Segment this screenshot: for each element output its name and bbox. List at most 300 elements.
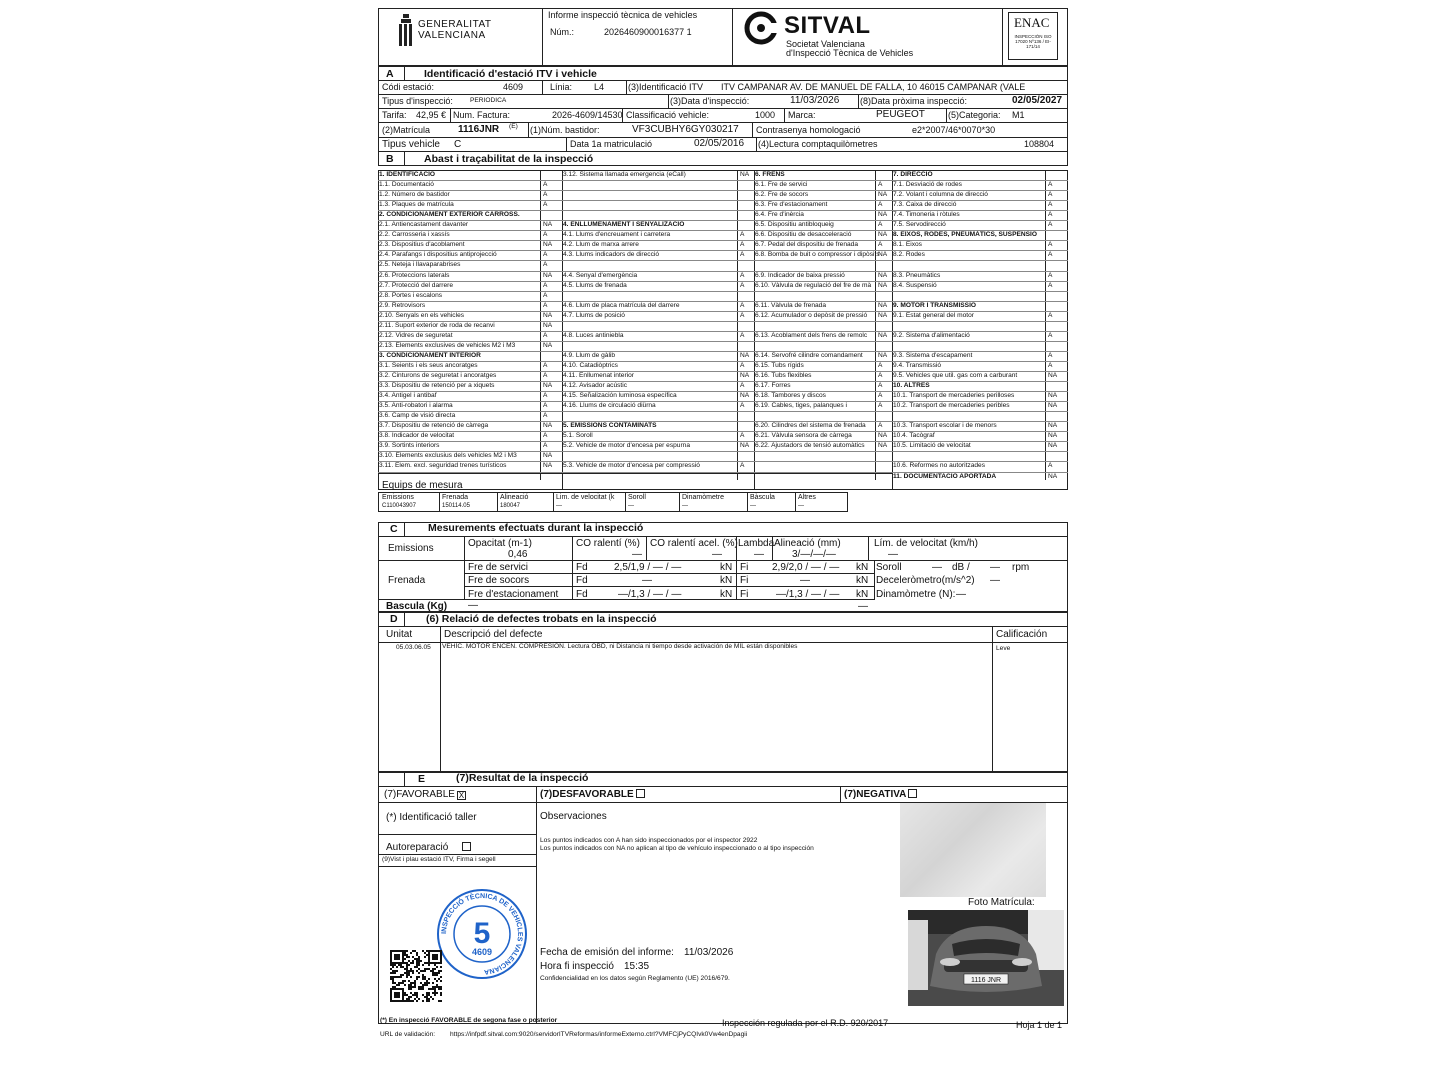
checklist-item-label: 2.2. Carrosseria i xassís xyxy=(379,231,450,239)
checklist-item-result: NA xyxy=(543,462,553,470)
checklist-item-label: 6.13. Acoblament dels frens de remolc xyxy=(755,331,868,339)
checklist-item-result: NA xyxy=(1048,442,1058,450)
equips-column-head: Soroll xyxy=(628,494,646,501)
footer-regulation: Inspección regulada por el R.D. 920/2017 xyxy=(722,1018,889,1028)
checklist-item-result: A xyxy=(1048,241,1053,249)
checklist-item-label: 1.1. Documentació xyxy=(379,181,434,189)
checklist-item-label: 6.19. Cables, tiges, palanques i xyxy=(755,402,848,410)
svg-text:INSPECCIÓ TÈCNICA DE VEHICLES: INSPECCIÓ TÈCNICA DE VEHICLES VALENCIANA xyxy=(440,892,524,976)
equips-column-value: — xyxy=(556,503,562,509)
checklist-item-result: A xyxy=(1048,271,1053,279)
checklist-item-label: 8.1. Eixos xyxy=(893,241,922,249)
checklist-item-result: A xyxy=(543,181,548,189)
checklist-item-label: 4.1. Llums d'encreuament i carretera xyxy=(563,231,671,239)
checklist-item-result: NA xyxy=(740,171,750,178)
checklist-item-result: NA xyxy=(543,241,553,249)
fre-estac-fi-label: Fi xyxy=(740,589,749,600)
checklist-item-result: A xyxy=(740,311,745,319)
checklist-item-label: 6.6. Dispositiu de desacceleració xyxy=(755,231,852,239)
checklist-item-label: 3.4. Antigel i antibaf xyxy=(379,392,437,400)
checklist-item-result: NA xyxy=(878,251,888,259)
unitat-label: Unitat xyxy=(386,629,413,640)
alineacio-label: Alineació (mm) xyxy=(774,538,841,549)
checklist-item-result: A xyxy=(543,261,548,269)
checklist-item-label: 2. CONDICIONAMENT EXTERIOR CARROSS. xyxy=(379,211,520,219)
checklist-item-label: 2.1. Antiencastament davanter xyxy=(379,221,469,229)
checklist-item-label: 2.6. Proteccions laterals xyxy=(379,271,450,279)
checklist-item-label: 5.1. Soroll xyxy=(563,432,593,440)
checklist-item-result: NA xyxy=(878,211,888,219)
co-acel-value: — xyxy=(712,549,722,560)
checklist-item-result: NA xyxy=(878,351,888,359)
matricula-label: (2)Matrícula xyxy=(382,125,431,135)
tipus-inspeccio-label: Tipus d'inspecció: xyxy=(382,96,453,106)
checklist-item-result: A xyxy=(1048,281,1053,289)
checklist-item xyxy=(892,473,1068,483)
checklist-item-result: NA xyxy=(543,321,553,329)
gva-name-line2: VALENCIANA xyxy=(418,30,486,41)
checklist-item-result: A xyxy=(543,201,548,209)
autoreparacio-checkbox xyxy=(462,842,471,851)
data-proxima-label: (8)Data pròxima inspecció: xyxy=(860,96,968,106)
homologacio-label: Contrasenya homologació xyxy=(756,125,861,135)
checklist-item-result: A xyxy=(543,231,548,239)
data-inspeccio-label: (3)Data d'inspecció: xyxy=(670,96,750,106)
checklist-item-result: A xyxy=(740,231,745,239)
gva-name-line1: GENERALITAT xyxy=(418,19,492,30)
section-d-letter: D xyxy=(390,613,398,625)
checklist-item-result: A xyxy=(878,361,883,369)
checklist-item-result: NA xyxy=(543,382,553,390)
checklist-item-label: 1. IDENTIFICACIÓ xyxy=(379,171,436,178)
tipus-inspeccio-value: PERIODICA xyxy=(470,97,507,104)
checklist-item-label: 10.4. Tacògraf xyxy=(893,432,935,440)
checklist-item-result: NA xyxy=(1048,372,1058,379)
checklist-item-label: 3.11. Elem. excl. seguridad trenes turísticos xyxy=(379,462,507,470)
checklist-item-result: NA xyxy=(878,281,888,289)
checklist-item-label: 9.1. Estat general del motor xyxy=(893,311,975,319)
equips-column-value: — xyxy=(798,503,804,509)
checklist-item-label: 6.2. Fre de socors xyxy=(755,191,809,199)
checklist-item-result: NA xyxy=(878,432,888,440)
linia-value: L4 xyxy=(594,82,605,92)
checklist-item-label: 7.3. Caixa de direcció xyxy=(893,201,957,209)
equips-column-head: Bàscula xyxy=(750,494,775,501)
lambda-label: Lambda xyxy=(738,538,775,549)
checklist-item-result: A xyxy=(740,241,745,249)
checklist-item-label: 4.11. Enllumenat interior xyxy=(563,372,634,379)
fre-socors-fi-unit: kN xyxy=(856,575,869,586)
equips-column-value: C110043907 xyxy=(382,503,416,509)
alineacio-value: 3/—/—/— xyxy=(792,549,836,560)
checklist-item-label: 2.7. Protecció del darrere xyxy=(379,281,454,289)
checklist-item-result: A xyxy=(740,462,745,470)
checklist-item-label: 1.3. Plaques de matrícula xyxy=(379,201,454,209)
bascula-label: Bascula (Kg) xyxy=(386,601,448,612)
enac-subtitle: INSPECCIÓN ISO 17020 Nº136 / EI-171/14 xyxy=(1014,34,1052,49)
checklist-item-label: 6.20. Cilindres del sistema de frenada xyxy=(755,422,866,430)
checklist-item-result: A xyxy=(543,372,548,379)
soroll-label: Soroll xyxy=(876,562,902,573)
defect-description: VEHÍC. MOTOR ENCEN. COMPRESIÓN. Lectura OBD, ni Distancia ni tiempo desde activación de MIL están disponibles xyxy=(442,643,798,650)
tarifa-label: Tarifa: xyxy=(382,110,407,120)
checklist-item-label: 3.6. Camp de visió directa xyxy=(379,412,456,420)
sitval-name: SITVAL xyxy=(784,12,871,39)
fre-servici-fi-unit: kN xyxy=(856,562,869,573)
factura-value: 2026-4609/14530 xyxy=(552,110,623,120)
fre-servici-fi-value: 2,9/2,0 / — / — xyxy=(772,562,840,573)
checklist-item-label: 5.3. Vehicle de motor d'encesa per compressió xyxy=(563,462,700,470)
checklist-item-label: 3.3. Dispositiu de retenció per a xiquets xyxy=(379,382,495,390)
fre-servici-fd-value: 2,5/1,9 / — / — xyxy=(614,562,682,573)
section-b-title: Abast i traçabilitat de la inspecció xyxy=(424,153,594,165)
validation-url-label: URL de validación: xyxy=(380,1031,436,1038)
equips-column-head: Frenada xyxy=(442,494,469,501)
checklist-item-result: A xyxy=(1048,311,1053,319)
taller-label: (*) Identificació taller xyxy=(386,812,477,823)
section-b-letter: B xyxy=(386,153,394,165)
bastidor-value: VF3CUBHY6GY030217 xyxy=(632,124,739,135)
checklist-item-label: 4. ENLLUMENAMENT I SENYALIZACIÓ xyxy=(563,221,685,229)
checklist-item-result: A xyxy=(878,201,883,209)
checklist-item-label: 2.11. Suport exterior de roda de recanvi xyxy=(379,321,495,329)
checklist-item-label: 6.11. Vàlvula de frenada xyxy=(755,301,826,309)
co-ralenti-value: — xyxy=(632,549,642,560)
checklist-item-label: 3.2. Cinturons de seguretat i ancoratges xyxy=(379,372,497,379)
checklist-item-result: NA xyxy=(878,331,888,339)
qr-code-icon xyxy=(390,950,442,1002)
tipus-vehicle-value: C xyxy=(454,139,462,150)
checklist-item-result: A xyxy=(543,301,548,309)
checklist-item-result: NA xyxy=(543,341,553,349)
checklist-item-label: 9.4. Transmissió xyxy=(893,361,942,369)
defect-calificacion: Leve xyxy=(996,645,1011,652)
checklist-item-result: A xyxy=(543,281,548,289)
checklist-item-label: 4.2. Llum de marxa arrere xyxy=(563,241,639,249)
section-a-letter: A xyxy=(386,68,394,80)
checklist-item-result: NA xyxy=(740,442,750,450)
checklist-item-result: A xyxy=(1048,211,1053,219)
equips-column-head: Dinamòmetre xyxy=(682,494,725,501)
observacions-label: Observaciones xyxy=(540,811,607,822)
checklist-item-result: A xyxy=(1048,361,1053,369)
checklist-item-result: NA xyxy=(543,221,553,229)
checklist-item-result: NA xyxy=(878,191,888,199)
section-c-title: Mesurements efectuats durant la inspecció xyxy=(428,522,644,534)
checklist-item-result: A xyxy=(878,241,883,249)
section-d-title: (6) Relació de defectes trobats en la inspecció xyxy=(426,613,657,625)
vist-i-plau-label: (9)Vist i plau estació ITV, Firma i segell xyxy=(382,856,496,863)
checklist-item-result: A xyxy=(878,221,883,229)
bascula-value-2: — xyxy=(858,601,868,612)
gva-logo-icon xyxy=(398,14,414,48)
checklist-item-label: 8.2. Rodes xyxy=(893,251,925,259)
checklist-item-label: 3.1. Seients i els seus ancoratges xyxy=(379,361,478,369)
checklist-item-label: 2.9. Retrovisors xyxy=(379,301,426,309)
fecha-emision-value: 11/03/2026 xyxy=(684,947,734,958)
checklist-item-label: 6.17. Forres xyxy=(755,382,791,390)
checklist-item-result: A xyxy=(543,412,548,420)
checklist-item-label: 3.7. Dispositiu de retenció de càrrega xyxy=(379,422,489,430)
tarifa-value: 42,95 € xyxy=(416,110,447,120)
checklist-item-label: 6.4. Fre d'inèrcia xyxy=(755,211,804,219)
co-ralenti-label: CO ralentí (%) xyxy=(576,538,640,549)
checklist-item-label: 6.8. Bomba de buit o compressor i dipòsits xyxy=(755,251,880,259)
checklist-item-label: 7.2. Volant i columna de direcció xyxy=(893,191,988,199)
categoria-label: (5)Categoria: xyxy=(948,110,1001,120)
checklist-item-label: 4.3. Llums indicadors de direcció xyxy=(563,251,660,259)
checklist-item-label: 4.5. Llums de frenada xyxy=(563,281,627,289)
checklist-item-label: 10.5. Limitació de velocitat xyxy=(893,442,971,450)
checklist-item-result: A xyxy=(878,382,883,390)
checklist-item-label: 3.12. Sistema llamada emergencia (eCall) xyxy=(563,171,686,178)
checklist-item-result: A xyxy=(878,392,883,400)
matricula-value: 1116JNR xyxy=(458,124,500,135)
equips-column-value: — xyxy=(750,503,756,509)
checklist-item-result: NA xyxy=(543,271,553,279)
svg-text:1116 JNR: 1116 JNR xyxy=(970,977,1002,984)
checklist-item-result: A xyxy=(1048,221,1053,229)
equips-column-value: — xyxy=(682,503,688,509)
checklist-item-label: 8.4. Suspensió xyxy=(893,281,937,289)
checklist-item-result: A xyxy=(740,271,745,279)
classificacio-label: Classificació vehicle: xyxy=(626,110,710,120)
checklist-item-result: A xyxy=(543,191,548,199)
defect-code: 05.03.06.05 xyxy=(396,644,431,651)
checklist-item-label: 6.9. Indicador de baixa pressió xyxy=(755,271,845,279)
checklist-item-result: NA xyxy=(1048,392,1058,400)
linia-label: Línia: xyxy=(550,82,573,92)
decelerometro-label: Deceleròmetro(m/s^2) xyxy=(876,575,975,586)
checklist-item-label: 4.12. Avisador acústic xyxy=(563,382,628,390)
desfavorable-checkbox xyxy=(636,789,645,798)
fre-estac-fi-unit: kN xyxy=(856,589,869,600)
checklist-item-label: 9. MOTOR I TRANSMISSIÓ xyxy=(893,301,977,309)
checklist-item-label: 5.2. Vehicle de motor d'encesa per espurna xyxy=(563,442,690,450)
identificacio-itv-value: ITV CAMPANAR AV. DE MANUEL DE FALLA, 10 46015 CAMPANAR (VALE xyxy=(721,82,1026,92)
checklist-item-label: 10.3. Transport escolar i de menors xyxy=(893,422,997,430)
favorable-checkbox: X xyxy=(458,791,465,800)
checklist-item-label: 2.8. Portes i escalons xyxy=(379,291,443,299)
equips-column-head: Alineació xyxy=(500,494,529,501)
checklist-item-result: A xyxy=(740,301,745,309)
checklist-item-result: A xyxy=(1048,191,1053,199)
checklist-item-result: A xyxy=(878,422,883,430)
checklist-item-result: A xyxy=(1048,201,1053,209)
checklist-item-label: 7.4. Timoneria i ròtules xyxy=(893,211,960,219)
foto-matricula-label: Foto Matrícula: xyxy=(968,897,1035,908)
decelerometro-value: — xyxy=(990,575,1000,586)
dinamometre-value: — xyxy=(956,589,966,600)
dinamometre-label: Dinamòmetre (N): xyxy=(876,589,956,600)
emissions-label: Emissions xyxy=(388,543,434,554)
fecha-emision-label: Fecha de emisión del informe: xyxy=(540,947,674,958)
checklist-item-result: A xyxy=(543,392,548,400)
checklist-item-result: NA xyxy=(740,392,750,400)
report-number: 2026460900016377 1 xyxy=(604,27,692,37)
checklist-item-label: 9.5. Vehicles que util. gas com a carburant xyxy=(893,372,1018,379)
checklist-item-result: A xyxy=(740,281,745,289)
checklist-item-label: 7.1. Desviació de rodes xyxy=(893,181,962,189)
page-number: Hoja 1 de 1 xyxy=(1016,1020,1063,1030)
equips-column-head: Emissions xyxy=(382,494,414,501)
fre-socors-fd-unit: kN xyxy=(720,575,733,586)
checklist-item-label: 9.3. Sistema d'escapament xyxy=(893,351,973,359)
data-matriculacio-label: Data 1a matriculació xyxy=(570,139,653,149)
checklist-item-label: 1.2. Número de bastidor xyxy=(379,191,450,199)
favorable-option: (7)FAVORABLE X xyxy=(384,789,465,800)
data-proxima-value: 02/05/2027 xyxy=(1012,95,1063,106)
soroll-value: — xyxy=(932,562,942,573)
footer-note: (*) En inspecció FAVORABLE de segona fase o posterior xyxy=(380,1017,558,1024)
checklist-item-label: 3.10. Elements exclusius dels vehicles M2 i M3 xyxy=(379,452,517,460)
matricula-country: (E) xyxy=(509,123,518,130)
checklist-item-label: 4.9. Llum de gàlib xyxy=(563,351,616,359)
sitval-logo-icon xyxy=(744,11,778,45)
checklist-item-result: A xyxy=(543,331,548,339)
checklist-item-label: 5. EMISSIONS CONTAMINATS xyxy=(563,422,657,430)
checklist-item-label: 7.5. Servodirecció xyxy=(893,221,946,229)
equips-column-value: 180047 xyxy=(500,503,521,509)
checklist-item-label: 3.9. Sortints interiors xyxy=(379,442,440,450)
validation-url[interactable]: https://infpdf.sitval.com:9020/servidorITVReformas/informeExterno.ctrl?VMFCjPyCQIvk0Vw4enDpagii xyxy=(450,1031,748,1038)
checklist-item-label: 6.22. Ajustadors de tensió automàtics xyxy=(755,442,865,450)
checklist-item-label: 4.7. Llums de posició xyxy=(563,311,625,319)
checklist-item-label: 4.6. Llum de placa matrícula del darrere xyxy=(563,301,680,309)
section-c-letter: C xyxy=(390,523,398,535)
fre-socors-label: Fre de socors xyxy=(468,575,530,586)
checklist-item-label: 6.12. Acumulador o depòsit de pressió xyxy=(755,311,868,319)
checklist-item-result: A xyxy=(1048,331,1053,339)
checklist-item-result: A xyxy=(878,181,883,189)
section-e-title: (7)Resultat de la inspecció xyxy=(456,772,589,784)
negativa-checkbox xyxy=(908,789,917,798)
fre-socors-fd-label: Fd xyxy=(576,575,588,586)
calificacion-label: Calificación xyxy=(996,629,1048,640)
categoria-value: M1 xyxy=(1012,110,1025,120)
fre-servici-label: Fre de servici xyxy=(468,562,529,573)
checklist-item-result: NA xyxy=(740,351,750,359)
observacions-line-2: Los puntos indicados con NA no aplican al tipo de vehículo inspeccionado o al tipo inspección xyxy=(540,845,814,852)
checklist-item-result: NA xyxy=(878,301,888,309)
checklist-item-result: NA xyxy=(878,442,888,450)
checklist-item-result: NA xyxy=(740,372,750,379)
checklist-item-label: 10. ALTRES xyxy=(893,382,930,390)
checklist-item-label: 10.2. Transport de mercaderies peribles xyxy=(893,402,1010,410)
checklist-item-result: NA xyxy=(543,311,553,319)
checklist-item-label: 4.15. Señalización luminosa específica xyxy=(563,392,677,400)
bascula-value: — xyxy=(468,600,478,611)
hora-fi-label: Hora fi inspecció xyxy=(540,961,614,972)
checklist-item-label: 10.1. Transport de mercaderies perilloses xyxy=(893,392,1015,400)
equips-title: Equips de mesura xyxy=(382,480,463,491)
checklist-item-result: NA xyxy=(878,231,888,239)
fre-socors-fi-label: Fi xyxy=(740,575,749,586)
soroll-db: dB / xyxy=(952,562,970,573)
fre-estac-fd-value: —/1,3 / — / — xyxy=(618,589,682,600)
checklist-item-label: 3.8. Indicador de velocitat xyxy=(379,432,455,440)
equips-column-value: — xyxy=(628,503,634,509)
marca-label: Marca: xyxy=(788,110,816,120)
checklist-item-result: A xyxy=(543,442,548,450)
checklist-item-result: A xyxy=(878,372,883,379)
checklist-item-result: NA xyxy=(878,271,888,279)
sitval-subtitle-2: d'Inspecció Tècnica de Vehicles xyxy=(786,48,914,58)
identificacio-itv-label: (3)Identificació ITV xyxy=(628,82,704,92)
checklist-item-label: 6.5. Dispositiu antibloqueig xyxy=(755,221,834,229)
soroll-rpm: rpm xyxy=(1012,562,1030,573)
checklist-item-label: 9.2. Sistema d'alimentació xyxy=(893,331,970,339)
opacitat-value: 0,46 xyxy=(508,549,528,560)
checklist-item-label: 8.3. Pneumàtics xyxy=(893,271,941,279)
checklist-item-result: A xyxy=(543,432,548,440)
checklist-item-result: NA xyxy=(878,311,888,319)
checklist-item-label: 2.4. Parafangs i dispositius antiprojecció xyxy=(379,251,497,259)
checklist-item-result: NA xyxy=(1048,432,1058,440)
checklist-item-result: A xyxy=(878,402,883,410)
confidencialidad: Confidencialidad en los datos según Reglamento (UE) 2016/679. xyxy=(540,975,730,982)
license-plate-photo xyxy=(908,910,1064,1006)
checklist-item-label: 2.5. Neteja i llavaparabrises xyxy=(379,261,461,269)
checklist-item-result: NA xyxy=(1048,472,1058,480)
co-acel-label: CO ralentí acel. (%) xyxy=(650,538,738,549)
equips-column-head: Lim. de velocitat (k xyxy=(556,494,615,501)
checklist-item-label: 2.10. Senyals en els vehicles xyxy=(379,311,465,319)
checklist-item-result: A xyxy=(740,402,745,410)
observacions-line-1: Los puntos indicados con A han sido inspeccionados por el inspector 2922 xyxy=(540,837,758,844)
sitval-subtitle-1: Societat Valenciana xyxy=(786,39,865,49)
desfavorable-option: (7)DESFAVORABLE xyxy=(540,789,645,800)
checklist-item-label: 11. DOCUMENTACIÓ APORTADA xyxy=(893,472,997,480)
report-number-label: Núm.: xyxy=(550,27,575,37)
checklist-item-result: A xyxy=(1048,251,1053,259)
checklist-item-result: A xyxy=(1048,462,1053,470)
enac-name: ENAC xyxy=(1014,15,1050,30)
hora-fi-value: 15:35 xyxy=(624,961,650,972)
codi-estacio-label: Códi estació: xyxy=(382,82,435,92)
checklist-item-label: 6.10. Vàlvula de regulació del fre de mà xyxy=(755,281,872,289)
equips-column-value: 150114.05 xyxy=(442,503,470,509)
checklist-item-label: 4.10. Catadiòptrics xyxy=(563,361,618,369)
checklist-item-result: A xyxy=(740,382,745,390)
section-e-letter: E xyxy=(418,773,426,785)
checklist-item-result: NA xyxy=(1048,422,1058,430)
fre-socors-fi-value: — xyxy=(800,575,810,586)
lim-velocitat-label: Lím. de velocitat (km/h) xyxy=(874,538,978,549)
checklist-item-label: 3. CONDICIONAMENT INTERIOR xyxy=(379,351,481,359)
checklist-item-result: A xyxy=(543,291,548,299)
stamp-seal-icon xyxy=(436,888,528,980)
checklist-item-result: A xyxy=(543,402,548,410)
checklist-item-result: NA xyxy=(1048,402,1058,410)
checklist-item-result: A xyxy=(740,432,745,440)
codi-estacio-value: 4609 xyxy=(503,82,524,92)
checklist-item-result: A xyxy=(740,331,745,339)
fre-socors-fd-value: — xyxy=(642,575,652,586)
negativa-option: (7)NEGATIVA xyxy=(844,789,917,800)
checklist-item-label: 4.8. Luces antiniebla xyxy=(563,331,624,339)
checklist-item-result: NA xyxy=(543,422,553,430)
fre-estac-fd-unit: kN xyxy=(720,589,733,600)
checklist-item-result: A xyxy=(740,251,745,259)
factura-label: Num. Factura: xyxy=(453,110,511,120)
comptaquilometres-value: 108804 xyxy=(1024,139,1055,149)
checklist-item-label: 6.1. Fre de servici xyxy=(755,181,808,189)
checklist-item-label: 3.5. Anti-robatori i alarma xyxy=(379,402,453,410)
checklist-item-label: 6.14. Servofré cilindre comandament xyxy=(755,351,863,359)
checklist-item-result: A xyxy=(1048,181,1053,189)
tipus-vehicle-label: Tipus vehicle xyxy=(382,139,440,150)
